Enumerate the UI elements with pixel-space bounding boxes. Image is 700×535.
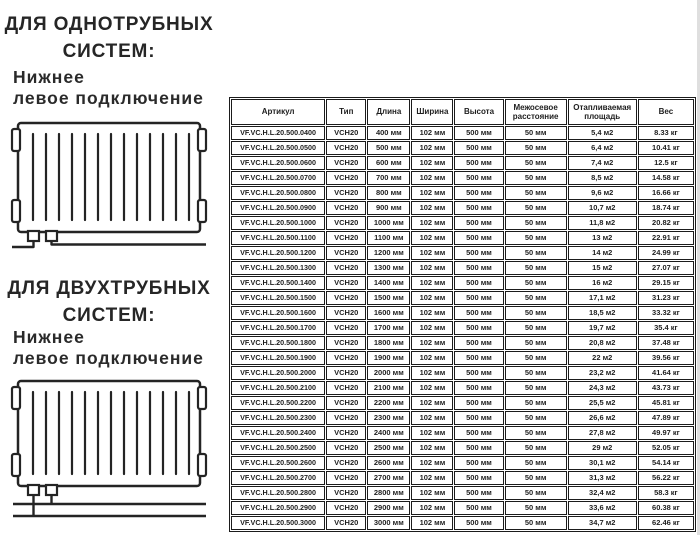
table-cell: 24,3 м2: [568, 381, 637, 395]
table-row: [231, 126, 694, 140]
table-cell: VF.VC.H.L.20.500.0500: [231, 141, 325, 155]
table-cell: 500 мм: [454, 276, 503, 290]
table-cell: 50 мм: [505, 201, 567, 215]
table-cell: 102 мм: [411, 126, 453, 140]
table-row: [231, 201, 694, 215]
table-cell: VF.VC.H.L.20.500.2600: [231, 456, 325, 470]
table-cell: 33.32 кг: [638, 306, 694, 320]
table-cell: 50 мм: [505, 471, 567, 485]
table-cell: 1200 мм: [367, 246, 410, 260]
table-cell: 45.81 кг: [638, 396, 694, 410]
table-cell: 500 мм: [454, 201, 503, 215]
table-cell: 26,6 м2: [568, 411, 637, 425]
column-header-1: Артикул: [231, 99, 325, 125]
table-cell: 500 мм: [454, 291, 503, 305]
table-cell: 22 м2: [568, 351, 637, 365]
table-cell: 1000 мм: [367, 216, 410, 230]
table-row: [231, 501, 694, 515]
table-cell: 60.38 кг: [638, 501, 694, 515]
table-cell: 500 мм: [454, 516, 503, 530]
subheading-line: левое подключение: [13, 87, 204, 108]
table-cell: VF.VC.H.L.20.500.2500: [231, 441, 325, 455]
table-cell: 1300 мм: [367, 261, 410, 275]
table-row: [231, 336, 694, 350]
table-row: [231, 486, 694, 500]
table-cell: 500 мм: [454, 471, 503, 485]
radiator-diagram-single-pipe: [6, 119, 216, 254]
table-cell: VF.VC.H.L.20.500.1200: [231, 246, 325, 260]
table-cell: 50 мм: [505, 366, 567, 380]
table-row: [231, 441, 694, 455]
table-cell: VF.VC.H.L.20.500.2300: [231, 411, 325, 425]
table-cell: VF.VC.H.L.20.500.1400: [231, 276, 325, 290]
table-cell: VCH20: [326, 471, 366, 485]
table-cell: 102 мм: [411, 501, 453, 515]
table-cell: 50 мм: [505, 516, 567, 530]
table-cell: 500 мм: [454, 441, 503, 455]
table-cell: 1900 мм: [367, 351, 410, 365]
table-cell: 19,7 м2: [568, 321, 637, 335]
table-cell: 29 м2: [568, 441, 637, 455]
table-cell: 54.14 кг: [638, 456, 694, 470]
table-cell: 3000 мм: [367, 516, 410, 530]
table-cell: 1100 мм: [367, 231, 410, 245]
table-row: [231, 456, 694, 470]
table-cell: 50 мм: [505, 306, 567, 320]
table-row: [231, 471, 694, 485]
table-cell: VF.VC.H.L.20.500.2800: [231, 486, 325, 500]
table-cell: 27.07 кг: [638, 261, 694, 275]
table-cell: 29.15 кг: [638, 276, 694, 290]
table-cell: 50 мм: [505, 456, 567, 470]
table-cell: VF.VC.H.L.20.500.1300: [231, 261, 325, 275]
table-cell: 23,2 м2: [568, 366, 637, 380]
table-cell: 25,5 м2: [568, 396, 637, 410]
table-cell: 102 мм: [411, 351, 453, 365]
table-cell: VCH20: [326, 261, 366, 275]
table-cell: 500 мм: [454, 351, 503, 365]
table-cell: VCH20: [326, 246, 366, 260]
table-cell: 31,3 м2: [568, 471, 637, 485]
table-cell: 10.41 кг: [638, 141, 694, 155]
column-header-5: Высота: [454, 99, 503, 125]
side-tab: [12, 387, 20, 409]
table-cell: 500 мм: [454, 261, 503, 275]
table-cell: 22.91 кг: [638, 231, 694, 245]
table-cell: 50 мм: [505, 231, 567, 245]
table-cell: VCH20: [326, 276, 366, 290]
table-cell: 102 мм: [411, 216, 453, 230]
table-cell: 102 мм: [411, 261, 453, 275]
table-cell: 102 мм: [411, 396, 453, 410]
table-cell: VCH20: [326, 126, 366, 140]
table-cell: VF.VC.H.L.20.500.2100: [231, 381, 325, 395]
table-cell: 900 мм: [367, 201, 410, 215]
table-cell: 500 мм: [454, 456, 503, 470]
table-cell: VF.VC.H.L.20.500.1600: [231, 306, 325, 320]
table-cell: 35.4 кг: [638, 321, 694, 335]
side-tab: [12, 129, 20, 151]
table-cell: 50 мм: [505, 351, 567, 365]
bottom-connector: [46, 485, 57, 495]
table-cell: 1500 мм: [367, 291, 410, 305]
table-cell: VF.VC.H.L.20.500.0900: [231, 201, 325, 215]
table-cell: VCH20: [326, 366, 366, 380]
table-row: [231, 321, 694, 335]
table-cell: 5,4 м2: [568, 126, 637, 140]
table-cell: VCH20: [326, 456, 366, 470]
table-row: [231, 396, 694, 410]
table-cell: 20.82 кг: [638, 216, 694, 230]
table-row: [231, 246, 694, 260]
spec-table-header: [231, 99, 694, 125]
table-cell: 20,8 м2: [568, 336, 637, 350]
table-row: [231, 276, 694, 290]
table-cell: VF.VC.H.L.20.500.2200: [231, 396, 325, 410]
table-cell: 50 мм: [505, 186, 567, 200]
table-cell: 50 мм: [505, 486, 567, 500]
table-cell: VF.VC.H.L.20.500.0600: [231, 156, 325, 170]
table-cell: VCH20: [326, 396, 366, 410]
table-cell: 500 мм: [454, 411, 503, 425]
side-tab: [198, 129, 206, 151]
table-cell: 1700 мм: [367, 321, 410, 335]
table-cell: 50 мм: [505, 411, 567, 425]
table-cell: VF.VC.H.L.20.500.2400: [231, 426, 325, 440]
table-row: [231, 231, 694, 245]
table-cell: 6,4 м2: [568, 141, 637, 155]
table-cell: VCH20: [326, 426, 366, 440]
table-cell: 500 мм: [454, 156, 503, 170]
table-cell: VF.VC.H.L.20.500.1100: [231, 231, 325, 245]
table-cell: 50 мм: [505, 291, 567, 305]
table-cell: 102 мм: [411, 231, 453, 245]
table-cell: VCH20: [326, 336, 366, 350]
table-cell: VF.VC.H.L.20.500.0800: [231, 186, 325, 200]
table-row: [231, 351, 694, 365]
table-cell: 13 м2: [568, 231, 637, 245]
table-cell: VCH20: [326, 351, 366, 365]
table-cell: 50 мм: [505, 276, 567, 290]
table-cell: 62.46 кг: [638, 516, 694, 530]
table-cell: 102 мм: [411, 201, 453, 215]
table-cell: 102 мм: [411, 486, 453, 500]
table-cell: 18,5 м2: [568, 306, 637, 320]
table-cell: 24.99 кг: [638, 246, 694, 260]
table-cell: 2200 мм: [367, 396, 410, 410]
table-cell: 14.58 кг: [638, 171, 694, 185]
table-cell: VCH20: [326, 186, 366, 200]
table-cell: VCH20: [326, 381, 366, 395]
table-cell: 102 мм: [411, 456, 453, 470]
table-cell: 7,4 м2: [568, 156, 637, 170]
return-pipe: [52, 240, 207, 245]
column-header-2: Тип: [326, 99, 366, 125]
table-cell: VF.VC.H.L.20.500.1900: [231, 351, 325, 365]
table-cell: 50 мм: [505, 381, 567, 395]
table-cell: 500 мм: [454, 321, 503, 335]
bottom-connector: [46, 231, 57, 241]
table-cell: 500 мм: [454, 246, 503, 260]
bottom-connector: [28, 231, 39, 241]
heading-line: СИСТЕМ:: [62, 41, 156, 62]
table-cell: VCH20: [326, 156, 366, 170]
table-cell: 50 мм: [505, 441, 567, 455]
table-cell: 102 мм: [411, 156, 453, 170]
table-cell: 56.22 кг: [638, 471, 694, 485]
table-cell: 8,5 м2: [568, 171, 637, 185]
table-cell: 50 мм: [505, 141, 567, 155]
table-cell: 102 мм: [411, 471, 453, 485]
heading-line: ДЛЯ ДВУХТРУБНЫХ: [7, 278, 211, 299]
table-cell: VCH20: [326, 321, 366, 335]
table-cell: 102 мм: [411, 381, 453, 395]
spec-table-body: [231, 126, 694, 530]
table-cell: 2300 мм: [367, 411, 410, 425]
table-cell: 50 мм: [505, 426, 567, 440]
table-cell: 500 мм: [454, 366, 503, 380]
table-row: [231, 291, 694, 305]
table-cell: 500 мм: [454, 486, 503, 500]
table-row: [231, 186, 694, 200]
table-cell: 500 мм: [454, 426, 503, 440]
table-cell: 27,8 м2: [568, 426, 637, 440]
table-cell: 50 мм: [505, 126, 567, 140]
table-cell: 102 мм: [411, 366, 453, 380]
table-cell: 102 мм: [411, 441, 453, 455]
table-cell: 500 мм: [454, 171, 503, 185]
table-cell: 700 мм: [367, 171, 410, 185]
table-cell: 50 мм: [505, 501, 567, 515]
table-cell: 18.74 кг: [638, 201, 694, 215]
table-cell: 500 мм: [454, 141, 503, 155]
table-cell: VF.VC.H.L.20.500.0400: [231, 126, 325, 140]
subheading-line: левое подключение: [13, 347, 204, 368]
table-row: [231, 156, 694, 170]
table-cell: VCH20: [326, 411, 366, 425]
table-row: [231, 141, 694, 155]
table-cell: 500 мм: [454, 336, 503, 350]
table-cell: VCH20: [326, 516, 366, 530]
table-cell: 2700 мм: [367, 471, 410, 485]
table-cell: VCH20: [326, 141, 366, 155]
table-row: [231, 261, 694, 275]
table-cell: 50 мм: [505, 246, 567, 260]
table-cell: 34,7 м2: [568, 516, 637, 530]
two-pipe-subheading: [13, 327, 218, 368]
table-row: [231, 426, 694, 440]
table-cell: 49.97 кг: [638, 426, 694, 440]
two-pipe-heading: [0, 275, 218, 329]
table-cell: VF.VC.H.L.20.500.3000: [231, 516, 325, 530]
table-cell: 58.3 кг: [638, 486, 694, 500]
table-cell: 400 мм: [367, 126, 410, 140]
table-cell: VCH20: [326, 501, 366, 515]
table-cell: 16 м2: [568, 276, 637, 290]
table-cell: 1800 мм: [367, 336, 410, 350]
table-row: [231, 366, 694, 380]
single-pipe-subheading: [13, 67, 218, 108]
side-tab: [198, 387, 206, 409]
table-cell: 50 мм: [505, 261, 567, 275]
table-cell: 102 мм: [411, 336, 453, 350]
table-cell: 500 мм: [454, 126, 503, 140]
table-cell: VCH20: [326, 291, 366, 305]
table-cell: 102 мм: [411, 516, 453, 530]
table-cell: 30,1 м2: [568, 456, 637, 470]
header-row: [231, 99, 694, 125]
table-cell: 102 мм: [411, 291, 453, 305]
table-cell: VCH20: [326, 216, 366, 230]
table-row: [231, 381, 694, 395]
table-cell: 12.5 кг: [638, 156, 694, 170]
table-cell: 102 мм: [411, 276, 453, 290]
table-cell: 2500 мм: [367, 441, 410, 455]
table-cell: VF.VC.H.L.20.500.2700: [231, 471, 325, 485]
table-cell: VCH20: [326, 486, 366, 500]
table-cell: 43.73 кг: [638, 381, 694, 395]
table-cell: 102 мм: [411, 171, 453, 185]
spec-table: [229, 97, 696, 532]
table-cell: 102 мм: [411, 426, 453, 440]
subheading-line: Нижнее: [13, 327, 85, 347]
table-row: [231, 216, 694, 230]
table-cell: 50 мм: [505, 156, 567, 170]
single-pipe-heading: [0, 11, 218, 65]
table-cell: 39.56 кг: [638, 351, 694, 365]
table-cell: 31.23 кг: [638, 291, 694, 305]
bottom-connector: [28, 485, 39, 495]
column-header-3: Длина: [367, 99, 410, 125]
table-cell: 500 мм: [454, 381, 503, 395]
table-cell: 102 мм: [411, 411, 453, 425]
table-cell: 8.33 кг: [638, 126, 694, 140]
table-cell: 32,4 м2: [568, 486, 637, 500]
table-cell: 102 мм: [411, 306, 453, 320]
table-cell: 500 мм: [454, 396, 503, 410]
table-cell: 15 м2: [568, 261, 637, 275]
table-row: [231, 411, 694, 425]
side-tab: [198, 454, 206, 476]
table-cell: VF.VC.H.L.20.500.1700: [231, 321, 325, 335]
table-cell: 50 мм: [505, 336, 567, 350]
table-row: [231, 171, 694, 185]
table-cell: VF.VC.H.L.20.500.1000: [231, 216, 325, 230]
table-cell: VCH20: [326, 171, 366, 185]
side-tab: [12, 454, 20, 476]
table-cell: 50 мм: [505, 216, 567, 230]
heading-line: СИСТЕМ:: [62, 305, 156, 326]
table-row: [231, 516, 694, 530]
heading-line: ДЛЯ ОДНОТРУБНЫХ: [4, 14, 214, 35]
table-cell: 47.89 кг: [638, 411, 694, 425]
spec-table-wrap: [229, 97, 696, 532]
table-cell: 37.48 кг: [638, 336, 694, 350]
side-tab: [198, 200, 206, 222]
table-cell: 500 мм: [454, 306, 503, 320]
table-cell: 14 м2: [568, 246, 637, 260]
table-cell: 9,6 м2: [568, 186, 637, 200]
table-cell: VF.VC.H.L.20.500.2900: [231, 501, 325, 515]
column-header-6: Межосевое расстояние: [505, 99, 567, 125]
table-cell: 1400 мм: [367, 276, 410, 290]
table-cell: 2800 мм: [367, 486, 410, 500]
table-cell: 500 мм: [454, 501, 503, 515]
table-cell: 41.64 кг: [638, 366, 694, 380]
side-tab: [12, 200, 20, 222]
table-cell: 500 мм: [454, 231, 503, 245]
table-cell: 600 мм: [367, 156, 410, 170]
table-cell: 33,6 м2: [568, 501, 637, 515]
table-cell: VF.VC.H.L.20.500.1800: [231, 336, 325, 350]
table-cell: 102 мм: [411, 141, 453, 155]
table-cell: 11,8 м2: [568, 216, 637, 230]
table-cell: VCH20: [326, 201, 366, 215]
table-cell: 500 мм: [454, 216, 503, 230]
table-cell: 800 мм: [367, 186, 410, 200]
subheading-line: Нижнее: [13, 67, 85, 87]
column-header-7: Отапливаемая площадь: [568, 99, 637, 125]
table-cell: 2400 мм: [367, 426, 410, 440]
table-cell: 500 мм: [454, 186, 503, 200]
table-cell: 102 мм: [411, 246, 453, 260]
table-row: [231, 306, 694, 320]
table-cell: VCH20: [326, 306, 366, 320]
table-cell: 52.05 кг: [638, 441, 694, 455]
table-cell: 16.66 кг: [638, 186, 694, 200]
left-panel: [0, 0, 222, 535]
table-cell: 2900 мм: [367, 501, 410, 515]
table-cell: 50 мм: [505, 321, 567, 335]
table-cell: 2100 мм: [367, 381, 410, 395]
table-cell: 1600 мм: [367, 306, 410, 320]
table-cell: 102 мм: [411, 186, 453, 200]
table-cell: VCH20: [326, 231, 366, 245]
table-cell: 2600 мм: [367, 456, 410, 470]
radiator-diagram-two-pipe: [6, 377, 216, 522]
table-cell: VCH20: [326, 441, 366, 455]
table-cell: 10,7 м2: [568, 201, 637, 215]
table-cell: VF.VC.H.L.20.500.0700: [231, 171, 325, 185]
table-cell: 102 мм: [411, 321, 453, 335]
column-header-4: Ширина: [411, 99, 453, 125]
table-cell: VF.VC.H.L.20.500.2000: [231, 366, 325, 380]
table-cell: 500 мм: [367, 141, 410, 155]
table-cell: 17,1 м2: [568, 291, 637, 305]
column-header-8: Вес: [638, 99, 694, 125]
table-cell: 2000 мм: [367, 366, 410, 380]
table-cell: 50 мм: [505, 396, 567, 410]
table-cell: 50 мм: [505, 171, 567, 185]
table-cell: VF.VC.H.L.20.500.1500: [231, 291, 325, 305]
